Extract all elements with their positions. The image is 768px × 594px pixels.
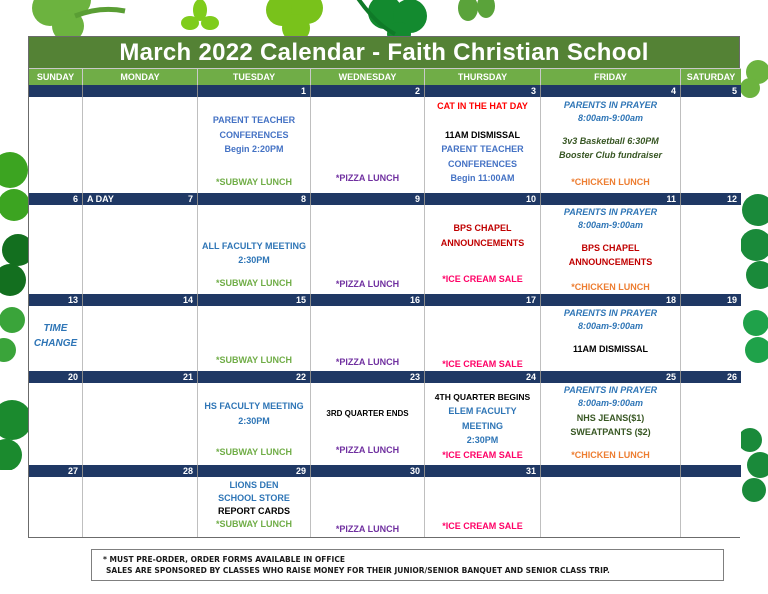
week-row-4 [29,371,739,465]
lunch-text: *ICE CREAM SALE [442,358,523,369]
date-number: 1 [198,85,311,97]
event-text: REPORT CARDS [217,506,290,516]
event-text: CONFERENCES [447,158,517,169]
dow-tuesday: TUESDAY [198,68,311,85]
event-text: HS FACULTY MEETING [204,401,304,411]
day-cell-mar-31 [425,477,541,537]
date-number: 10 [425,193,541,205]
day-cell-mar-30 [311,477,425,537]
event-text: SCHOOL STORE [218,493,290,503]
day-cell-mar-25 [541,383,681,465]
lunch-text: *ICE CREAM SALE [442,520,523,531]
event-text: 11AM DISMISSAL [444,129,520,140]
date-number: 18 [541,294,681,306]
lunch-text: *SUBWAY LUNCH [215,446,292,457]
date-number: 23 [311,371,425,383]
event-text: 8:00am-9:00am [577,321,644,331]
footnote-box [91,549,724,581]
date-number: 14 [83,294,198,306]
lunch-text: *PIZZA LUNCH [335,444,400,455]
event-text: BPS CHAPEL [453,223,512,233]
day-cell-mar-17 [425,306,541,371]
event-text: ANNOUNCEMENTS [568,257,653,267]
lunch-text: *SUBWAY LUNCH [215,277,292,288]
dow-sunday: SUNDAY [29,68,83,85]
date-number-text: 7 [187,194,193,204]
event-text: PARENTS IN PRAYER [563,100,658,110]
date-number: 26 [681,371,741,383]
event-text: PARENTS IN PRAYER [563,385,658,395]
lunch-text: *PIZZA LUNCH [335,523,400,534]
day-cell [83,97,198,193]
date-number: 9 [311,193,425,205]
day-cell-mar-13 [29,306,83,371]
event-text: LIONS DEN [229,480,279,490]
date-number [83,193,198,205]
day-cell [83,477,198,537]
date-number: 16 [311,294,425,306]
date-number: 19 [681,294,741,306]
event-text: 2:30PM [466,435,499,445]
date-number: 5 [681,85,741,97]
lunch-text: *SUBWAY LUNCH [215,176,292,187]
day-cell [681,477,741,537]
day-cell-mar-16 [311,306,425,371]
day-cell [681,205,741,294]
day-cell-mar-11 [541,205,681,294]
day-cell-mar-1 [198,97,311,193]
footnote-line-1: * MUST PRE-ORDER, ORDER FORMS AVAILABLE IN OFFICE [103,555,345,564]
a-day-label: A DAY [87,194,114,204]
day-cell [83,205,198,294]
event-text: NHS JEANS($1) [576,412,645,423]
day-cell [681,97,741,193]
date-number: 28 [83,465,198,477]
lunch-text: *CHICKEN LUNCH [571,449,650,460]
footnote-line-2: SALES ARE SPONSORED BY CLASSES WHO RAISE MONEY FOR THEIR JUNIOR/SENIOR BANQUET AND SENIOR CLASS TRIP. [106,566,610,575]
day-cell-mar-15 [198,306,311,371]
date-number: 13 [29,294,83,306]
shamrock-icon [262,0,332,39]
date-number [29,85,83,97]
date-number: 25 [541,371,681,383]
lunch-text: *ICE CREAM SALE [442,273,523,284]
event-text: 3RD QUARTER ENDS [326,408,409,418]
event-text: ALL FACULTY MEETING [201,240,306,251]
week-row-2 [29,193,739,294]
date-number: 4 [541,85,681,97]
event-text: 2:30PM [238,255,270,265]
day-cell [29,97,83,193]
date-number: 8 [198,193,311,205]
date-number: 27 [29,465,83,477]
event-text: Begin 11:00AM [450,173,515,183]
lunch-text: *SUBWAY LUNCH [215,519,292,529]
event-text: 2:30PM [238,415,270,426]
event-text: 8:00am-9:00am [577,398,644,408]
date-number: 30 [311,465,425,477]
event-text: CAT IN THE HAT DAY [437,101,528,111]
event-text: BPS CHAPEL [581,242,640,253]
event-text: Begin 2:20PM [224,144,284,154]
date-number [681,465,741,477]
shamrock-icon [740,190,768,310]
day-cell-mar-18 [541,306,681,371]
date-number: 12 [681,193,741,205]
dow-wednesday: WEDNESDAY [311,68,425,85]
date-number: 15 [198,294,311,306]
lunch-text: *CHICKEN LUNCH [571,176,650,187]
date-number: 6 [29,193,83,205]
page-title: March 2022 Calendar - Faith Christian School [29,37,739,68]
day-cell [681,383,741,465]
day-cell-mar-24 [425,383,541,465]
shamrock-icon [450,0,510,26]
event-text: ELEM FACULTY MEETING [448,406,517,431]
date-number: 22 [198,371,311,383]
day-cell [29,477,83,537]
event-text: SWEATPANTS ($2) [570,427,651,437]
date-number: 2 [311,85,425,97]
day-cell-mar-22 [198,383,311,465]
shamrock-icon [740,60,768,120]
day-cell [29,383,83,465]
shamrock-icon [180,0,220,38]
day-cell [541,477,681,537]
day-cell-mar-9 [311,205,425,294]
date-number: 21 [83,371,198,383]
shamrock-icon [740,305,768,385]
day-cell [83,383,198,465]
dow-friday: FRIDAY [541,68,681,85]
event-text: CHANGE [33,337,78,349]
week-row-1 [29,85,739,193]
shamrock-icon [740,420,768,520]
event-text: 3v3 Basketball 6:30PM [562,135,659,146]
date-number: 17 [425,294,541,306]
event-text: PARENT TEACHER [212,115,296,125]
dow-monday: MONDAY [83,68,198,85]
event-text: 4TH QUARTER BEGINS [434,391,531,402]
lunch-text: *ICE CREAM SALE [442,449,523,460]
lunch-text: *SUBWAY LUNCH [215,354,292,365]
day-cell-mar-2 [311,97,425,193]
event-text: PARENTS IN PRAYER [563,207,658,217]
lunch-text: *PIZZA LUNCH [335,278,400,289]
event-text: 8:00am-9:00am [577,113,644,123]
day-cell [681,306,741,371]
calendar [28,36,740,538]
date-number: 11 [541,193,681,205]
date-number [541,465,681,477]
event-text: CONFERENCES [219,129,289,140]
event-text: 8:00am-9:00am [577,220,644,230]
day-cell-mar-29 [198,477,311,537]
date-number: 20 [29,371,83,383]
lunch-text: *CHICKEN LUNCH [571,281,650,292]
dow-saturday: SATURDAY [681,68,741,85]
week-row-5 [29,465,739,537]
day-cell [83,306,198,371]
date-number: 31 [425,465,541,477]
day-of-week-header [29,68,739,85]
lunch-text: *PIZZA LUNCH [335,356,400,367]
week-row-3 [29,294,739,371]
date-number: 29 [198,465,311,477]
day-cell [29,205,83,294]
day-cell-mar-4 [541,97,681,193]
lunch-text: *PIZZA LUNCH [335,172,400,183]
date-number [83,85,198,97]
day-cell-mar-8 [198,205,311,294]
event-text: PARENTS IN PRAYER [563,308,658,318]
event-text: 11AM DISMISSAL [572,343,648,354]
shamrock-icon [0,150,30,470]
day-cell-mar-23 [311,383,425,465]
date-number: 24 [425,371,541,383]
day-cell-mar-10 [425,205,541,294]
event-text: TIME [43,323,68,334]
day-cell-mar-3 [425,97,541,193]
event-text: ANNOUNCEMENTS [440,237,525,248]
date-number: 3 [425,85,541,97]
event-text: PARENT TEACHER [441,144,524,154]
event-text: Booster Club fundraiser [558,150,662,160]
dow-thursday: THURSDAY [425,68,541,85]
